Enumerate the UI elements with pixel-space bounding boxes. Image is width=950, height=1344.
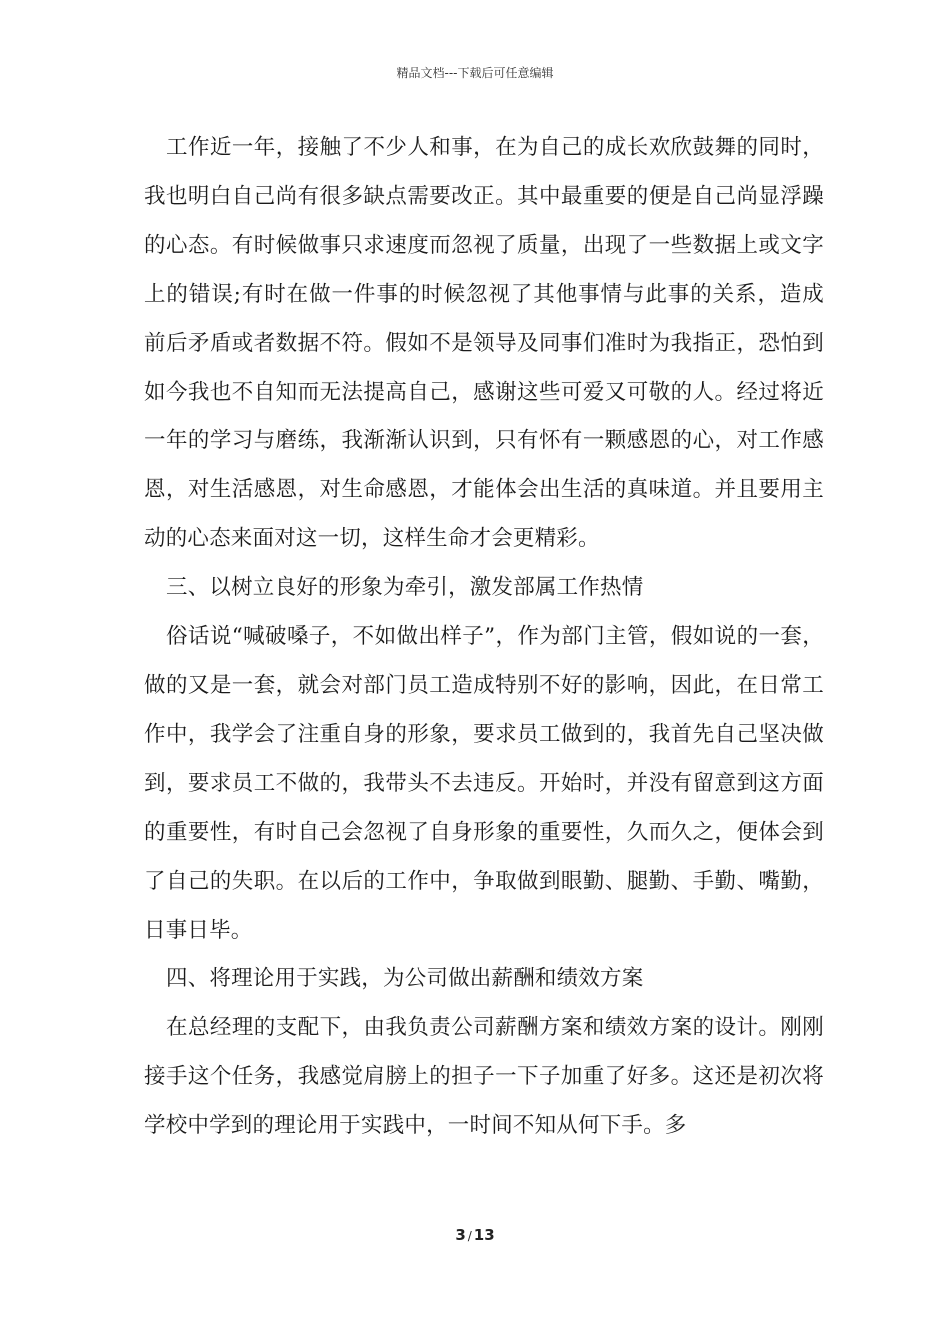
current-page-number: 3 — [455, 1226, 466, 1244]
document-body — [144, 124, 824, 1151]
total-page-count: 13 — [473, 1226, 495, 1244]
section-heading-4: 四、将理论用于实践，为公司做出薪酬和绩效方案 — [166, 966, 644, 992]
section-heading-3: 三、以树立良好的形象为牵引，激发部属工作热情 — [166, 575, 644, 601]
page-header: 精品文档---下载后可任意编辑 — [396, 66, 554, 80]
paragraph-compensation-plan: 在总经理的支配下，由我负责公司薪酬方案和绩效方案的设计。刚刚接手这个任务，我感觉肩膀上的担子一下子加重了好多。这还是初次将学校中学到的理论用于实践中，一时间不知从何下手。多 — [144, 1015, 824, 1139]
page-number — [0, 1226, 950, 1244]
page-separator: / — [467, 1229, 472, 1243]
paragraph-self-reflection: 工作近一年，接触了不少人和事，在为自己的成长欢欣鼓舞的同时，我也明白自己尚有很多缺点需要改正。其中最重要的便是自己尚显浮躁的心态。有时候做事只求速度而忽视了质量，出现了一些数据上或文字上的错误;有时在做一件事的时候忽视了其他事情与此事的关系，造成前后矛盾或者数据不符。假如不是领导及同事们准时为我指正，恐怕到如今我也不自知而无法提高自己，感谢这些可爱又可敬的人。经过将近一年的学习与磨练，我渐渐认识到，只有怀有一颗感恩的心，对工作感恩，对生活感恩，对生命感恩，才能体会出生活的真味道。并且要用主动的心态来面对这一切，这样生命才会更精彩。 — [144, 135, 824, 552]
paragraph-leading-by-example: 俗话说“喊破嗓子，不如做出样子”，作为部门主管，假如说的一套，做的又是一套，就会对部门员工造成特别不好的影响，因此，在日常工作中，我学会了注重自身的形象，要求员工做到的，我首先自己坚决做到，要求员工不做的，我带头不去违反。开始时，并没有留意到这方面的重要性，有时自己会忽视了自身形象的重要性，久而久之，便体会到了自己的失职。在以后的工作中，争取做到眼勤、腿勤、手勤、嘴勤，日事日毕。 — [144, 624, 824, 943]
